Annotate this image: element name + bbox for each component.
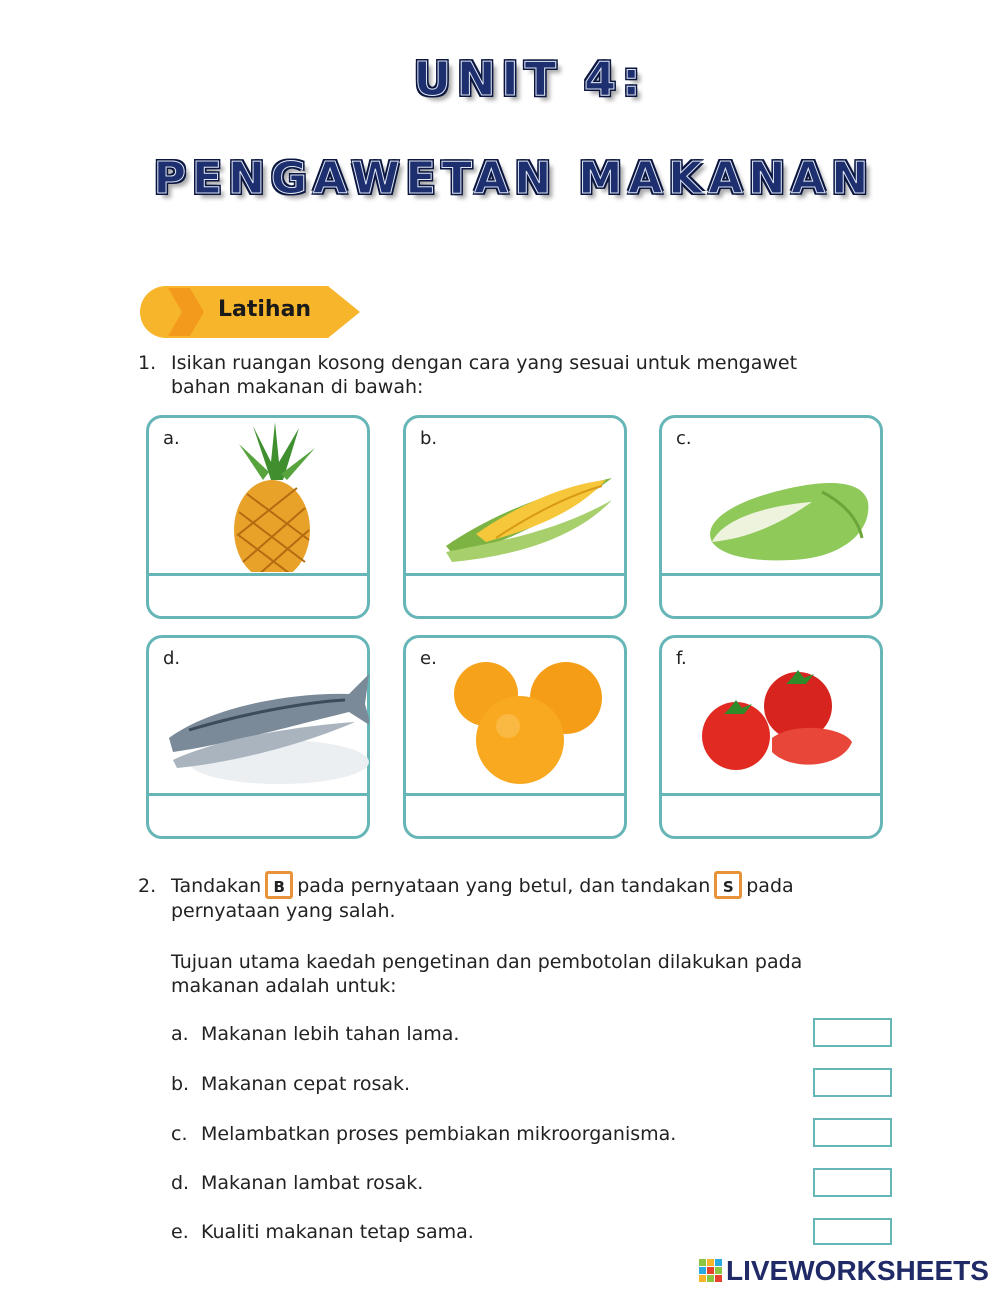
question-1 [138,351,858,399]
card-letter: c. [676,428,692,449]
answer-box-d[interactable] [813,1168,892,1197]
statement-e: e. Kualiti makanan tetap sama. [171,1221,474,1243]
corn-icon [416,422,616,572]
food-card-b [403,415,627,619]
statement-c: c. Melambatkan proses pembiakan mikroorganisma. [171,1123,677,1145]
pineapple-icon [159,422,359,572]
answer-box-c[interactable] [813,1118,892,1147]
card-letter: b. [420,428,438,449]
card-letter: d. [163,648,181,669]
false-mark-box: S [714,871,742,899]
liveworksheets-brand: LIVEWORKSHEETS [726,1255,989,1286]
true-mark-box: B [265,871,293,899]
food-card-f [659,635,883,839]
food-card-d [146,635,370,839]
statement-b: b. Makanan cepat rosak. [171,1073,411,1095]
latihan-label: Latihan [218,297,312,322]
answer-box-e[interactable] [813,1218,892,1245]
unit-subtitle: PENGAWETAN MAKANAN [153,153,875,204]
unit-title: UNIT 4: [413,52,647,106]
card-letter: f. [676,648,687,669]
card-letter: a. [163,428,180,449]
food-card-a [146,415,370,619]
question-1-number: 1. [138,352,157,374]
food-card-c [659,415,883,619]
card-letter: e. [420,648,437,669]
tomato-icon [672,642,872,792]
question-2-intro: Tujuan utama kaedah pengetinan dan pembotolan dilakukan pada makanan adalah untuk: [171,951,803,997]
liveworksheets-logo-icon [699,1259,723,1283]
answer-box-a[interactable] [813,1018,892,1047]
orange-icon [416,642,616,792]
question-2 [138,874,878,923]
cabbage-icon [672,422,872,572]
question-2-text: Tandakan B pada pernyataan yang betul, dan tandakan S pada pernyataan yang salah. [171,874,878,923]
statement-d: d. Makanan lambat rosak. [171,1172,424,1194]
question-2-number: 2. [138,875,157,897]
statement-a: a. Makanan lebih tahan lama. [171,1023,460,1045]
question-1-text: Isikan ruangan kosong dengan cara yang sesuai untuk mengawet bahan makanan di bawah: [171,352,798,398]
food-card-e [403,635,627,839]
fish-icon [159,642,369,792]
answer-box-b[interactable] [813,1068,892,1097]
